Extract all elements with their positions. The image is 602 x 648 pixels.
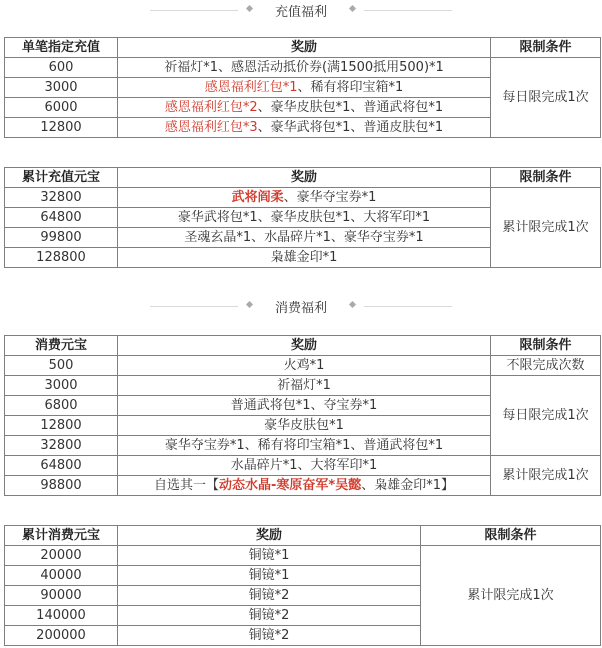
reward-cell xyxy=(118,208,491,228)
table-header-row xyxy=(5,168,601,188)
amount-cell: 12800 xyxy=(5,416,118,436)
reward-text: 火鸡*1 xyxy=(283,357,325,373)
amount-cell: 200000 xyxy=(5,626,118,646)
reward-text: 豪华武将包*1、豪华皮肤包*1、大将军印*1 xyxy=(177,209,431,225)
reward-text: 、豪华皮肤包*1、普通武将包*1 xyxy=(257,99,444,115)
reward-text: 铜镜*1 xyxy=(248,547,290,563)
reward-cell xyxy=(118,546,421,566)
reward-highlight: 感恩福利红包*1 xyxy=(204,79,298,95)
header-limit: 限制条件 xyxy=(491,168,601,188)
amount-cell: 12800 xyxy=(5,118,118,138)
amount-cell: 3000 xyxy=(5,376,118,396)
reward-text: 铜镜*1 xyxy=(248,567,290,583)
reward-cell xyxy=(118,248,491,268)
reward-text: 、豪华武将包*1、普通皮肤包*1 xyxy=(257,119,444,135)
table-header-row xyxy=(5,336,601,356)
limit-cell: 每日限完成1次 xyxy=(491,58,601,138)
header-limit: 限制条件 xyxy=(491,38,601,58)
amount-cell: 500 xyxy=(5,356,118,376)
limit-cell: 每日限完成1次 xyxy=(491,376,601,456)
amount-cell: 64800 xyxy=(5,208,118,228)
reward-cell xyxy=(118,566,421,586)
reward-text: 祈福灯*1、感恩活动抵价券(满1500抵用500)*1 xyxy=(164,59,444,75)
amount-cell: 90000 xyxy=(5,586,118,606)
header-reward: 奖励 xyxy=(118,168,491,188)
amount-cell: 140000 xyxy=(5,606,118,626)
reward-text: 铜镜*2 xyxy=(248,607,290,623)
reward-text: 圣魂玄晶*1、水晶碎片*1、豪华夺宝券*1 xyxy=(184,229,424,245)
reward-text: 、豪华夺宝券*1 xyxy=(283,189,377,205)
reward-cell xyxy=(118,188,491,208)
reward-text: 普通武将包*1、夺宝券*1 xyxy=(230,397,378,413)
reward-highlight: 感恩福利红包*2 xyxy=(164,99,258,115)
reward-cell xyxy=(118,78,491,98)
reward-text: 祈福灯*1 xyxy=(277,377,331,393)
reward-cell xyxy=(118,228,491,248)
amount-cell: 98800 xyxy=(5,476,118,496)
header-limit: 限制条件 xyxy=(491,336,601,356)
amount-cell: 6800 xyxy=(5,396,118,416)
table-row xyxy=(5,356,601,376)
reward-cell xyxy=(118,118,491,138)
header-reward: 奖励 xyxy=(118,336,491,356)
table-single-recharge xyxy=(4,37,601,138)
table-row xyxy=(5,456,601,476)
limit-cell: 累计限完成1次 xyxy=(421,546,601,646)
amount-cell: 128800 xyxy=(5,248,118,268)
section-title-consumption xyxy=(0,296,602,316)
reward-cell xyxy=(118,606,421,626)
reward-text: 豪华夺宝券*1、稀有将印宝箱*1、普通武将包*1 xyxy=(164,437,444,453)
amount-cell: 6000 xyxy=(5,98,118,118)
reward-cell xyxy=(118,586,421,606)
reward-cell xyxy=(118,456,491,476)
reward-text: 水晶碎片*1、大将军印*1 xyxy=(230,457,378,473)
amount-cell: 64800 xyxy=(5,456,118,476)
table-cumulative-recharge xyxy=(4,167,601,268)
reward-cell xyxy=(118,476,491,496)
limit-cell: 累计限完成1次 xyxy=(491,188,601,268)
header-limit: 限制条件 xyxy=(421,526,601,546)
header-reward: 奖励 xyxy=(118,38,491,58)
table-row xyxy=(5,188,601,208)
reward-text: 、稀有将印宝箱*1 xyxy=(297,79,404,95)
amount-cell: 3000 xyxy=(5,78,118,98)
amount-cell: 32800 xyxy=(5,188,118,208)
header-amount: 累计消费元宝 xyxy=(5,526,118,546)
amount-cell: 32800 xyxy=(5,436,118,456)
reward-text: 、枭雄金印*1】 xyxy=(361,477,454,493)
reward-text: 铜镜*2 xyxy=(248,587,290,603)
reward-highlight: 动态水晶-寒原奋军*吴懿 xyxy=(219,477,362,493)
section-title-recharge xyxy=(0,0,602,20)
reward-highlight: 感恩福利红包*3 xyxy=(164,119,258,135)
reward-cell xyxy=(118,356,491,376)
table-row xyxy=(5,376,601,396)
header-reward: 奖励 xyxy=(118,526,421,546)
limit-cell: 不限完成次数 xyxy=(491,356,601,376)
table-header-row xyxy=(5,526,601,546)
section-title-text: 消费福利 xyxy=(274,301,327,316)
reward-cell xyxy=(118,626,421,646)
reward-text: 枭雄金印*1 xyxy=(270,249,338,265)
header-amount: 消费元宝 xyxy=(5,336,118,356)
reward-cell xyxy=(118,376,491,396)
table-row xyxy=(5,58,601,78)
header-amount: 单笔指定充值 xyxy=(5,38,118,58)
section-title-text: 充值福利 xyxy=(274,5,327,20)
table-row xyxy=(5,546,601,566)
amount-cell: 20000 xyxy=(5,546,118,566)
table-consumption xyxy=(4,335,601,496)
reward-cell xyxy=(118,416,491,436)
limit-cell: 累计限完成1次 xyxy=(491,456,601,496)
amount-cell: 99800 xyxy=(5,228,118,248)
table-cumulative-consumption xyxy=(4,525,601,646)
table-header-row xyxy=(5,38,601,58)
reward-cell xyxy=(118,98,491,118)
reward-cell xyxy=(118,58,491,78)
reward-text: 铜镜*2 xyxy=(248,627,290,643)
header-amount: 累计充值元宝 xyxy=(5,168,118,188)
reward-text: 豪华皮肤包*1 xyxy=(264,417,344,433)
reward-cell xyxy=(118,436,491,456)
reward-text: 自选其一【 xyxy=(154,477,220,493)
reward-highlight: 武将阎柔 xyxy=(231,189,284,205)
amount-cell: 600 xyxy=(5,58,118,78)
amount-cell: 40000 xyxy=(5,566,118,586)
title-divider-right xyxy=(364,10,452,11)
reward-cell xyxy=(118,396,491,416)
title-divider-right xyxy=(364,306,452,307)
